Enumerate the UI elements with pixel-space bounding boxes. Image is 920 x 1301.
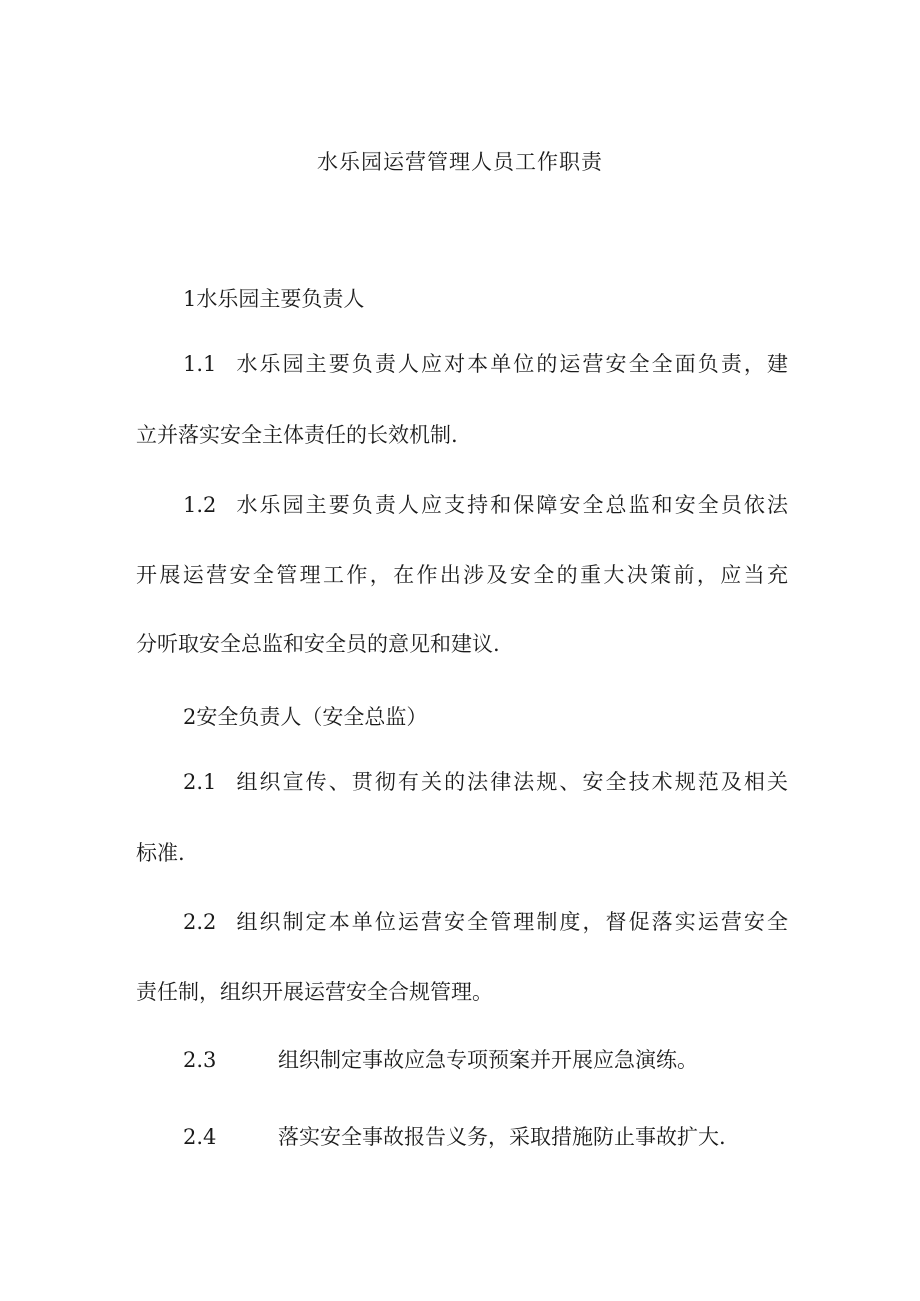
item-2-1-line-2: 标准. [136,841,185,865]
item-number: 1.1 [183,352,217,376]
item-number: 2.1 [183,770,217,794]
item-number: 1.2 [183,493,217,517]
item-text: 水乐园主要负责人应对本单位的运营安全全面负责，建 [234,352,788,376]
item-number: 2.4 [183,1125,217,1149]
item-1-2-line-2: 开展运营安全管理工作，在作出涉及安全的重大决策前，应当充 [136,563,788,587]
item-2-2-line-1 [183,906,788,938]
item-1-2-line-1 [183,489,788,521]
document-title: 水乐园运营管理人员工作职责 [317,150,603,174]
item-text: 组织制定本单位运营安全管理制度，督促落实运营安全 [234,910,788,934]
item-2-4 [183,1121,726,1153]
item-text: 落实安全事故报告义务，采取措施防止事故扩大. [278,1125,726,1149]
item-1-2-line-3: 分听取安全总监和安全员的意见和建议. [136,632,500,656]
item-1-1-line-2: 立并落实安全主体责任的长效机制. [136,423,458,447]
section-heading-2: 2安全负责人（安全总监） [183,705,428,729]
item-text: 组织制定事故应急专项预案并开展应急演练。 [278,1048,698,1072]
item-number: 2.2 [183,910,217,934]
item-number: 2.3 [183,1048,217,1072]
item-text: 水乐园主要负责人应支持和保障安全总监和安全员依法 [234,493,788,517]
item-text: 组织宣传、贯彻有关的法律法规、安全技术规范及相关 [234,770,788,794]
section-heading-1: 1水乐园主要负责人 [183,287,365,311]
item-1-1-line-1 [183,348,788,380]
item-2-3 [183,1044,698,1076]
item-2-1-line-1 [183,766,788,798]
item-2-2-line-2: 责任制，组织开展运营安全合规管理。 [136,980,493,1004]
